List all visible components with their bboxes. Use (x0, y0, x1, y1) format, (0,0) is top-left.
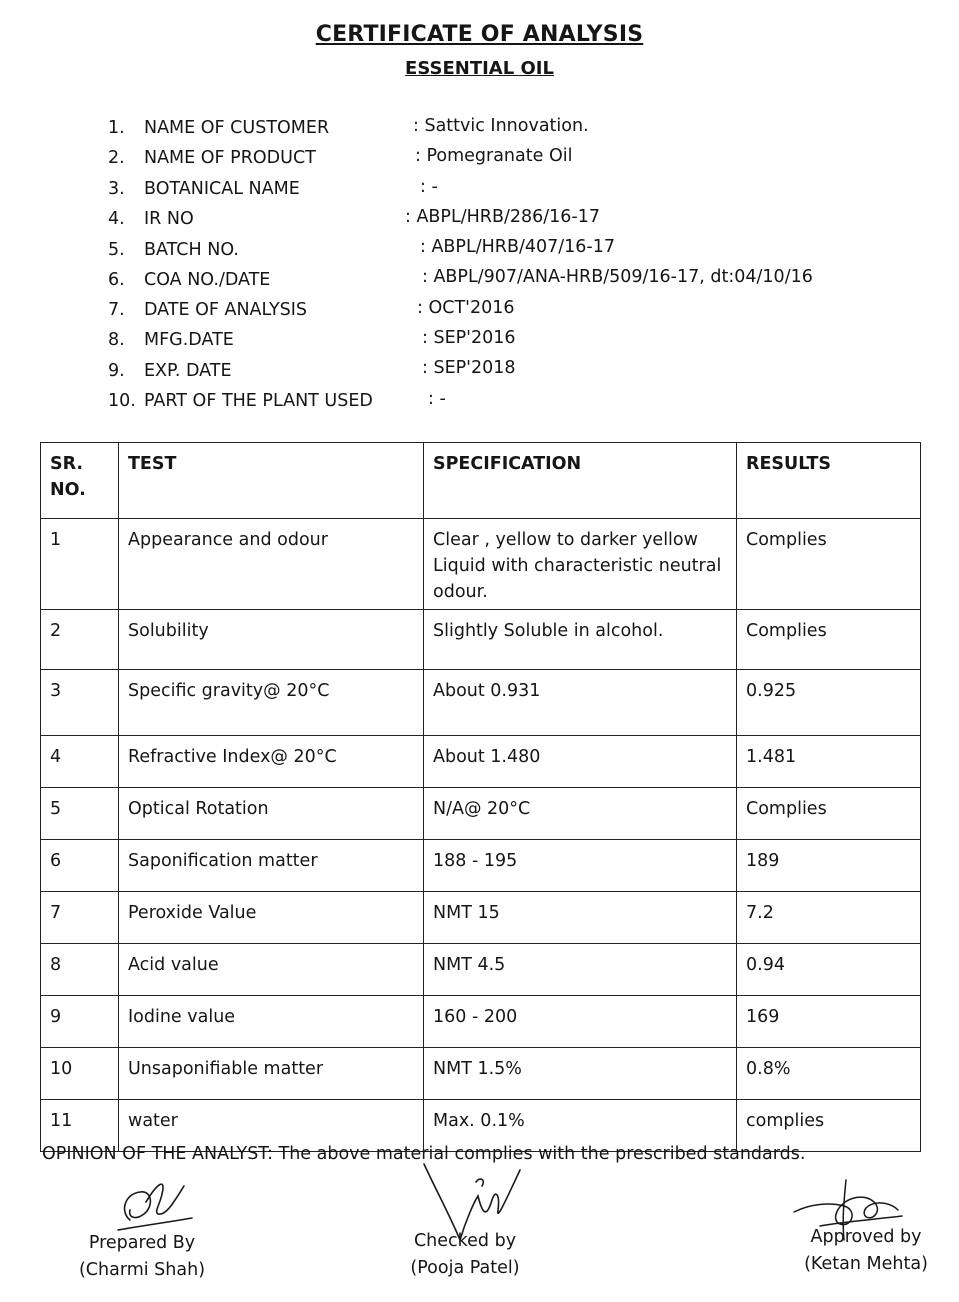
table-header-row (41, 443, 921, 519)
cell-test: Saponification matter (119, 840, 424, 892)
info-label: COA NO./DATE (144, 270, 271, 290)
approved-by-role: Approved by (810, 1227, 922, 1247)
cell-sr-no: 6 (41, 840, 119, 892)
approved-by-block (786, 1224, 946, 1278)
cell-sr-no: 11 (41, 1100, 119, 1152)
checked-by-role: Checked by (413, 1231, 517, 1251)
header-specification: SPECIFICATION (424, 443, 737, 519)
analyst-opinion: OPINION OF THE ANALYST: The above material complies with the prescribed standards. (42, 1144, 806, 1164)
info-label: BATCH NO. (144, 240, 239, 260)
info-label: DATE OF ANALYSIS (144, 300, 308, 320)
checked-by-block (385, 1228, 545, 1282)
approved-by-name: (Ketan Mehta) (804, 1254, 928, 1274)
cell-sr-no: 10 (41, 1048, 119, 1100)
table-row (41, 840, 921, 892)
info-label: NAME OF CUSTOMER (144, 118, 330, 138)
cell-test: Refractive Index@ 20°C (119, 736, 424, 788)
cell-test: Acid value (119, 944, 424, 996)
cell-sr-no: 9 (41, 996, 119, 1048)
info-value-exp-date: : SEP'2018 (422, 358, 516, 378)
prepared-by-role: Prepared By (88, 1233, 196, 1253)
checked-by-name: (Pooja Patel) (410, 1258, 520, 1278)
cell-specification: About 1.480 (424, 736, 737, 788)
cell-sr-no: 7 (41, 892, 119, 944)
info-value-botanical: : - (420, 177, 438, 197)
info-value-plant-part: : - (428, 389, 446, 409)
table-row (41, 736, 921, 788)
cell-specification: 160 - 200 (424, 996, 737, 1048)
cell-specification: Slightly Soluble in alcohol. (424, 610, 737, 670)
info-value-ir-no: : ABPL/HRB/286/16-17 (405, 207, 601, 227)
info-label: EXP. DATE (144, 361, 232, 381)
table-row (41, 519, 921, 610)
info-label: NAME OF PRODUCT (144, 148, 316, 168)
cell-specification: N/A@ 20°C (424, 788, 737, 840)
info-label: PART OF THE PLANT USED (144, 391, 373, 411)
table-row (41, 610, 921, 670)
header-sr-no: SR. NO. (41, 443, 119, 519)
info-number: 5. (108, 240, 125, 260)
info-value-date-analysis: : OCT'2016 (417, 298, 515, 318)
cell-test: Iodine value (119, 996, 424, 1048)
info-value-mfg-date: : SEP'2016 (422, 328, 516, 348)
cell-result: complies (737, 1100, 921, 1152)
info-value-coa: : ABPL/907/ANA-HRB/509/16-17, dt:04/10/16 (422, 267, 813, 287)
cell-specification: NMT 1.5% (424, 1048, 737, 1100)
cell-specification: Clear , yellow to darker yellow Liquid with characteristic neutral odour. (424, 519, 737, 610)
cell-specification: 188 - 195 (424, 840, 737, 892)
info-number: 3. (108, 179, 125, 199)
info-number: 4. (108, 209, 125, 229)
info-number: 2. (108, 148, 125, 168)
cell-test: water (119, 1100, 424, 1152)
info-number: 9. (108, 361, 125, 381)
cell-result: 0.925 (737, 670, 921, 736)
cell-result: 7.2 (737, 892, 921, 944)
header-results: RESULTS (737, 443, 921, 519)
info-value-customer: : Sattvic Innovation. (413, 116, 589, 136)
info-number: 6. (108, 270, 125, 290)
cell-specification: About 0.931 (424, 670, 737, 736)
cell-test: Specific gravity@ 20°C (119, 670, 424, 736)
document-title: CERTIFICATE OF ANALYSIS (315, 22, 644, 47)
cell-result: 169 (737, 996, 921, 1048)
info-value-batch: : ABPL/HRB/407/16-17 (420, 237, 616, 257)
table-row (41, 944, 921, 996)
table-row (41, 1048, 921, 1100)
info-number: 8. (108, 330, 125, 350)
info-label: IR NO (144, 209, 194, 229)
cell-result: 0.8% (737, 1048, 921, 1100)
cell-sr-no: 8 (41, 944, 119, 996)
cell-specification: NMT 4.5 (424, 944, 737, 996)
prepared-by-name: (Charmi Shah) (78, 1260, 206, 1280)
info-label: MFG.DATE (144, 330, 234, 350)
cell-result: Complies (737, 519, 921, 610)
table-row (41, 788, 921, 840)
cell-test: Optical Rotation (119, 788, 424, 840)
info-number: 10. (108, 391, 136, 411)
cell-sr-no: 3 (41, 670, 119, 736)
cell-specification: Max. 0.1% (424, 1100, 737, 1152)
cell-result: Complies (737, 610, 921, 670)
cell-result: 1.481 (737, 736, 921, 788)
cell-specification: NMT 15 (424, 892, 737, 944)
document-subtitle: ESSENTIAL OIL (405, 58, 554, 79)
cell-sr-no: 1 (41, 519, 119, 610)
cell-result: 0.94 (737, 944, 921, 996)
cell-result: 189 (737, 840, 921, 892)
header-test: TEST (119, 443, 424, 519)
cell-result: Complies (737, 788, 921, 840)
cell-test: Unsaponifiable matter (119, 1048, 424, 1100)
info-value-product: : Pomegranate Oil (415, 146, 573, 166)
cell-sr-no: 5 (41, 788, 119, 840)
cell-sr-no: 4 (41, 736, 119, 788)
cell-test: Peroxide Value (119, 892, 424, 944)
table-row (41, 996, 921, 1048)
table-row (41, 670, 921, 736)
info-number: 1. (108, 118, 125, 138)
prepared-by-block (62, 1230, 222, 1284)
info-label: BOTANICAL NAME (144, 179, 300, 199)
cell-test: Appearance and odour (119, 519, 424, 610)
cell-sr-no: 2 (41, 610, 119, 670)
info-number: 7. (108, 300, 125, 320)
cell-test: Solubility (119, 610, 424, 670)
table-row (41, 892, 921, 944)
analysis-table (40, 442, 921, 1152)
